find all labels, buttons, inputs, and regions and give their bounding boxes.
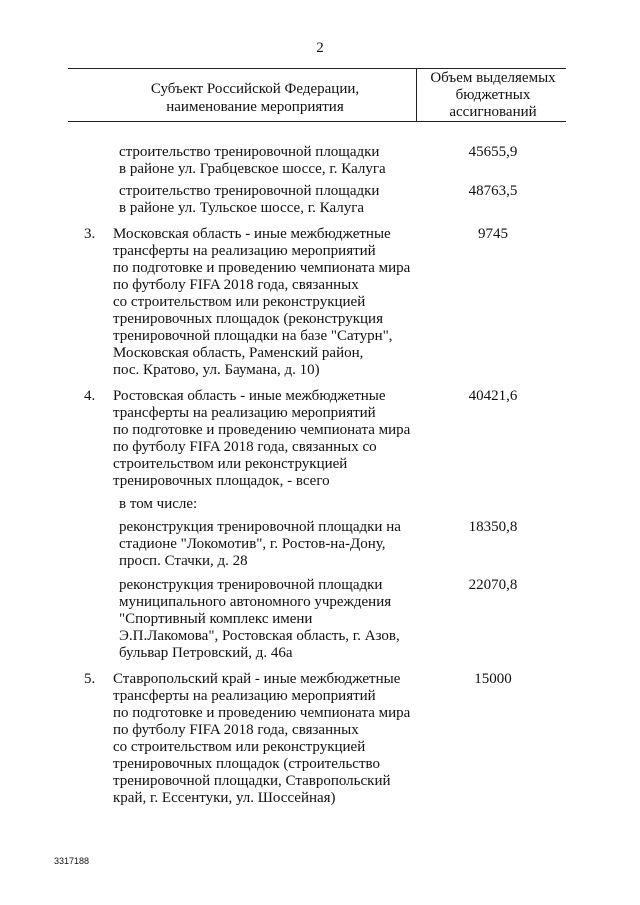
row-text-line: Московская область, Раменский район,: [113, 345, 364, 361]
header-subject-column: [112, 80, 398, 116]
row-text-line: стадионе "Локомотив", г. Ростов-на-Дону,: [119, 536, 386, 552]
row-text-line: "Спортивный комплекс имени: [119, 611, 313, 627]
row-text-line: тренировочных площадок (строительство: [113, 756, 380, 772]
row-amount: 40421,6: [468, 388, 518, 404]
row-text-line: трансферты на реализацию мероприятий: [113, 688, 376, 704]
row-number: 4.: [84, 388, 96, 404]
row-text-line: Московская область - иные межбюджетные: [113, 226, 391, 242]
row-text-line: тренировочных площадок, - всего: [113, 473, 330, 489]
header-amount-line: ассигнований: [449, 104, 537, 120]
header-amount-line: бюджетных: [455, 87, 531, 103]
table-row: [119, 144, 386, 178]
row-text-line: строительство тренировочной площадки: [119, 144, 380, 160]
row-text-line: реконструкция тренировочной площадки на: [119, 519, 401, 535]
row-text-line: строительство тренировочной площадки: [119, 183, 380, 199]
row-text-line: край, г. Ессентуки, ул. Шоссейная): [113, 790, 336, 806]
row-text-line: пос. Кратово, ул. Баумана, д. 10): [113, 362, 320, 378]
row-text-line: Ставропольский край - иные межбюджетные: [113, 671, 401, 687]
row-text-line: тренировочных площадок (реконструкция: [113, 311, 383, 327]
row-number: 5.: [84, 671, 96, 687]
row-text-line: по футболу FIFA 2018 года, связанных: [113, 277, 359, 293]
row-amount: 22070,8: [468, 577, 518, 593]
row-text-line: трансферты на реализацию мероприятий: [113, 243, 376, 259]
row-text-line: в районе ул. Грабцевское шоссе, г. Калуга: [119, 161, 386, 177]
row-text-line: трансферты на реализацию мероприятий: [113, 405, 376, 421]
row-text-line: муниципального автономного учреждения: [119, 594, 392, 610]
table-row: [113, 388, 410, 490]
table-row: [119, 496, 197, 513]
row-text-line: просп. Стачки, д. 28: [119, 553, 248, 569]
table-row: [119, 577, 400, 662]
row-text-line: по футболу FIFA 2018 года, связанных: [113, 722, 359, 738]
row-text-line: Ростовская область - иные межбюджетные: [113, 388, 386, 404]
row-text-line: бульвар Петровский, д. 46а: [119, 645, 293, 661]
table-row: [119, 183, 379, 217]
row-text-line: Э.П.Лакомова", Ростовская область, г. Азов,: [119, 628, 400, 644]
row-amount: 48763,5: [468, 183, 518, 199]
row-text-line: строительством или реконструкцией: [113, 456, 348, 472]
row-text-line: по подготовке и проведению чемпионата мира: [113, 260, 411, 276]
header-column-divider: [416, 68, 417, 121]
row-text-line: со строительством или реконструкцией: [113, 739, 366, 755]
row-text-line: со строительством или реконструкцией: [113, 294, 366, 310]
row-amount: 9745: [478, 226, 508, 242]
header-amount-column: [420, 70, 566, 121]
row-text-line: тренировочной площадки, Ставропольский: [113, 773, 391, 789]
page-number: 2: [316, 40, 324, 56]
table-row: [113, 226, 410, 379]
row-amount: 18350,8: [468, 519, 518, 535]
row-amount: 15000: [474, 671, 512, 687]
row-text-line: реконструкция тренировочной площадки: [119, 577, 383, 593]
table-row: [113, 671, 410, 807]
header-top-rule: [68, 68, 566, 69]
row-text-line: по футболу FIFA 2018 года, связанных со: [113, 439, 377, 455]
row-text-line: по подготовке и проведению чемпионата мира: [113, 422, 411, 438]
document-id: 3317188: [54, 856, 90, 866]
header-bottom-rule: [68, 121, 566, 122]
header-subject-line: наименование мероприятия: [166, 99, 344, 115]
header-subject-line: Субъект Российской Федерации,: [150, 81, 360, 97]
table-row: [119, 519, 401, 570]
row-text-line: тренировочной площадки на базе "Сатурн",: [113, 328, 393, 344]
row-text-line: по подготовке и проведению чемпионата мира: [113, 705, 411, 721]
row-text-line: в районе ул. Тульское шоссе, г. Калуга: [119, 200, 365, 216]
header-amount-line: Объем выделяемых: [430, 70, 556, 86]
row-number: 3.: [84, 226, 96, 242]
row-text-line: в том числе:: [119, 496, 198, 512]
row-amount: 45655,9: [468, 144, 518, 160]
